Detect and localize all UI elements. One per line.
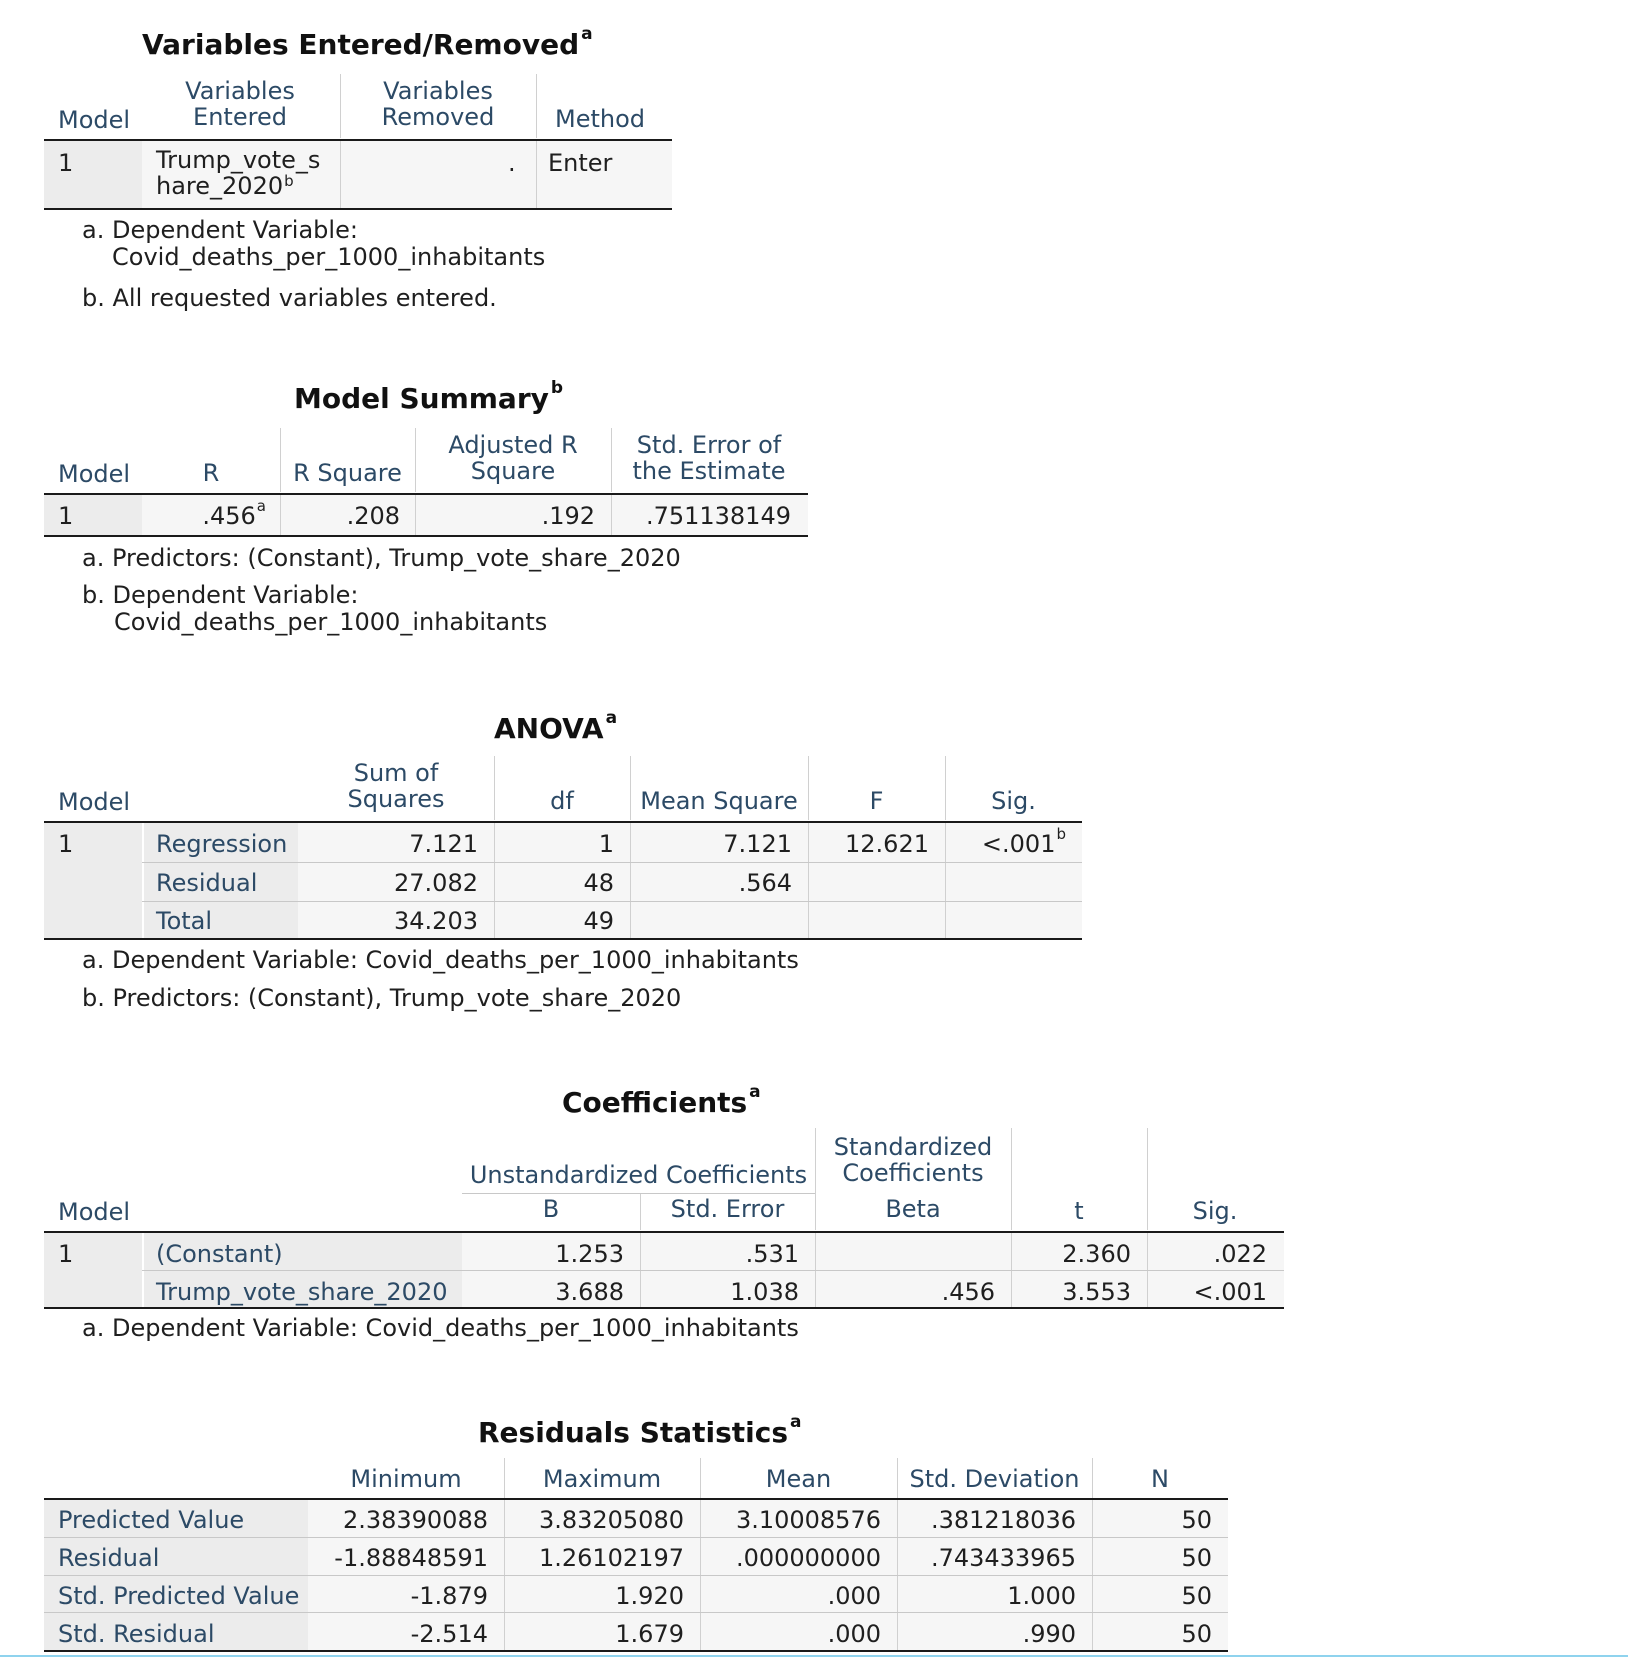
df-value: 48: [583, 869, 614, 897]
maximum-value: 1.920: [615, 1582, 684, 1610]
maximum-value: 3.83205080: [538, 1506, 684, 1534]
row-model-number: 1: [58, 149, 74, 177]
column-header-t: t: [1074, 1197, 1084, 1225]
sig-value: <.001: [1193, 1278, 1267, 1306]
std-error-value: .531: [745, 1240, 799, 1268]
std-error-value: 1.038: [730, 1278, 799, 1306]
mean-value: .000000000: [735, 1544, 881, 1572]
b-value: 3.688: [555, 1278, 624, 1306]
beta-value: .456: [941, 1278, 995, 1306]
column-header-beta: Beta: [885, 1195, 941, 1223]
df-value: 1: [598, 830, 614, 858]
std-deviation-value: .381218036: [930, 1506, 1076, 1534]
adjusted-r-square-value: .192: [541, 502, 595, 530]
sig-value: <.001$^b$: [981, 825, 1066, 858]
column-header-variables-entered: Variables Entered: [185, 77, 295, 131]
variables-entered-value: Trump_vote_s hare_2020$^b$: [156, 146, 321, 200]
variables-removed-value: .: [508, 149, 516, 177]
row-label: Std. Predicted Value: [58, 1582, 300, 1610]
r-value: .456$^a$: [202, 497, 266, 530]
footnote-b: b. Predictors: (Constant), Trump_vote_share_2020: [82, 984, 682, 1012]
column-header-mean-square: Mean Square: [640, 787, 798, 815]
mean-square-value: 7.121: [723, 830, 792, 858]
column-header-mean: Mean: [765, 1465, 832, 1493]
sum-of-squares-value: 7.121: [409, 830, 478, 858]
footnote-a: a. Dependent Variable: Covid_deaths_per_1000_inhabitants: [82, 946, 799, 974]
column-header-standardized: Standardized Coefficients: [833, 1133, 993, 1187]
column-header-model: Model: [58, 788, 131, 816]
column-header-r-square: R Square: [293, 459, 402, 487]
row-label: (Constant): [156, 1240, 283, 1268]
r-square-value: .208: [346, 502, 400, 530]
coefficients-title: Coefficients $^a$: [562, 1082, 761, 1119]
b-value: 1.253: [555, 1240, 624, 1268]
viewer-bottom-edge: [0, 1655, 1628, 1657]
footnote-a: a. Dependent Variable: Covid_deaths_per_1000_inhabitants: [82, 1314, 799, 1342]
column-header-std-deviation: Std. Deviation: [909, 1465, 1080, 1493]
row-model-number: 1: [58, 830, 74, 858]
std-deviation-value: 1.000: [1007, 1582, 1076, 1610]
footnote-b: b. Dependent Variable: Covid_deaths_per_1000_inhabitants: [82, 581, 548, 636]
minimum-value: -2.514: [410, 1620, 488, 1648]
mean-value: .000: [827, 1582, 881, 1610]
anova-title: ANOVA $^a$: [494, 708, 618, 745]
column-header-model: Model: [58, 106, 131, 134]
df-value: 49: [583, 907, 614, 935]
residuals-statistics-title: Residuals Statistics $^a$: [478, 1412, 802, 1449]
row-label: Std. Residual: [58, 1620, 215, 1648]
method-value: Enter: [548, 149, 613, 177]
mean-square-value: .564: [738, 869, 792, 897]
maximum-value: 1.679: [615, 1620, 684, 1648]
row-label: Residual: [156, 869, 258, 897]
mean-value: .000: [827, 1620, 881, 1648]
column-header-r: R: [202, 459, 220, 487]
column-header-model: Model: [58, 1198, 131, 1226]
column-header-f: F: [869, 787, 884, 815]
row-model-number: 1: [58, 1240, 74, 1268]
n-value: 50: [1181, 1582, 1212, 1610]
std-deviation-value: .743433965: [930, 1544, 1076, 1572]
minimum-value: -1.879: [410, 1582, 488, 1610]
column-header-variables-removed: Variables Removed: [381, 77, 495, 131]
n-value: 50: [1181, 1544, 1212, 1572]
row-label: Residual: [58, 1544, 160, 1572]
column-header-sig: Sig.: [991, 787, 1036, 815]
column-header-method: Method: [554, 105, 645, 133]
column-header-std-error: Std. Error of the Estimate: [632, 431, 786, 485]
row-model-number: 1: [58, 502, 74, 530]
column-header-sum-of-squares: Sum of Squares: [347, 759, 445, 813]
row-label: Trump_vote_share_2020: [156, 1278, 448, 1306]
column-header-model: Model: [58, 460, 131, 488]
footnote-a: a. Dependent Variable: Covid_deaths_per_1000_inhabitants: [82, 216, 546, 271]
column-header-df: df: [550, 787, 574, 815]
model-summary-title: Model Summary $^b$: [294, 378, 564, 415]
sum-of-squares-value: 34.203: [394, 907, 478, 935]
column-header-adjusted-r-square: Adjusted R Square: [448, 431, 578, 485]
n-value: 50: [1181, 1506, 1212, 1534]
column-header-sig: Sig.: [1192, 1197, 1238, 1225]
column-header-b: B: [542, 1195, 560, 1223]
column-header-unstandardized: Unstandardized Coefficients: [469, 1161, 808, 1189]
row-label: Total: [156, 907, 213, 935]
f-value: 12.621: [845, 830, 929, 858]
sig-value: .022: [1213, 1240, 1267, 1268]
std-deviation-value: .990: [1022, 1620, 1076, 1648]
sum-of-squares-value: 27.082: [394, 869, 478, 897]
column-header-maximum: Maximum: [542, 1465, 662, 1493]
t-value: 3.553: [1062, 1278, 1131, 1306]
row-label: Regression: [156, 830, 288, 858]
mean-value: 3.10008576: [735, 1506, 881, 1534]
footnote-a: a. Predictors: (Constant), Trump_vote_share_2020: [82, 544, 681, 572]
column-header-std-error: Std. Error: [670, 1195, 785, 1223]
minimum-value: 2.38390088: [342, 1506, 488, 1534]
maximum-value: 1.26102197: [538, 1544, 684, 1572]
column-header-minimum: Minimum: [350, 1465, 462, 1493]
t-value: 2.360: [1062, 1240, 1131, 1268]
variables-entered-title: Variables Entered/Removed $^a$: [142, 24, 593, 61]
n-value: 50: [1181, 1620, 1212, 1648]
row-label: Predicted Value: [58, 1506, 245, 1534]
column-header-n: N: [1151, 1465, 1169, 1493]
footnote-b: b. All requested variables entered.: [82, 284, 497, 312]
std-error-value: .751138149: [645, 502, 791, 530]
minimum-value: -1.88848591: [334, 1544, 488, 1572]
